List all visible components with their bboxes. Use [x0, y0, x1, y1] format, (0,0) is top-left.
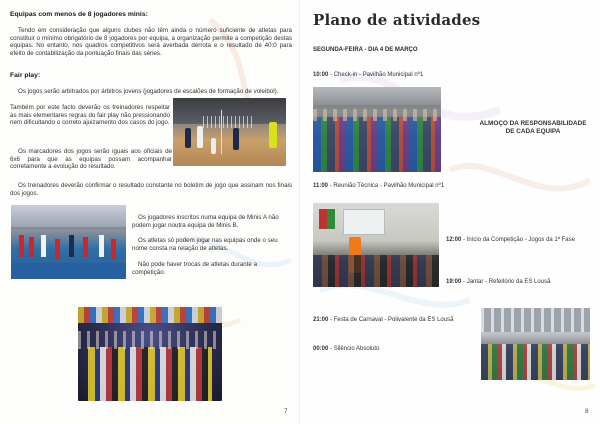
- volleyball-match-photo: [173, 98, 286, 166]
- fair-play-heading: Fair play:: [10, 72, 41, 79]
- schedule-item-silence: 00:00 - Silêncio Absoluto: [313, 346, 380, 352]
- fair-play-paragraph-2: Também por este facto deverão os treinadores respeitar as mais elementares regras do fair play não pressionando nem dificultando o correto ajuizamento dos casos do jogo.: [10, 104, 170, 127]
- schedule-item-competition-start: 12:00 - Início da Competição - Jogos da 1ª Fase: [446, 237, 575, 243]
- plan-title: Plano de atividades: [313, 11, 481, 29]
- rule-athlete-list: Os atletas só podem jogar nas equipas onde o seu nome consta na relação de atletas.: [132, 237, 278, 252]
- fair-play-paragraph-1: Os jogos serão arbitrados por árbitros jovens (jogadores de escalões de formação de voleibol).: [18, 88, 279, 95]
- checkin-crowd-photo: [313, 87, 441, 172]
- minis-heading: Equipas com menos de 8 jogadores minis:: [10, 11, 148, 18]
- page-number-left: 7: [284, 408, 288, 415]
- intro-paragraph: Tendo em consideração que alguns clubes não têm ainda o número suficiente de atletas para constituir o mínimo obrigatório de 8 jogadores por equipa, a organização permite a competição destas equipas. No entanto, nos quadros competitivos será averbada derrota e o resultado de 40:0 para efeito de contabilização da pontuação finais das séries.: [10, 27, 292, 57]
- rule-no-swaps: Não pode haver trocas de atletas durante a competição.: [132, 261, 258, 276]
- teams-gym-photo: [11, 205, 126, 279]
- party-crowd-photo: [78, 307, 222, 401]
- schedule-item-dinner: 19:00 - Jantar - Refeitório da ES Lousã: [446, 279, 551, 285]
- technical-meeting-photo: [313, 203, 439, 287]
- right-page: [300, 0, 600, 424]
- schedule-date: SEGUNDA-FEIRA - DIA 4 DE MARÇO: [313, 47, 418, 53]
- carnival-hall-photo: [481, 308, 590, 380]
- fair-play-paragraph-3: Os marcadores dos jogos serão iguais aos oficiais de 6x6 para que as equipas possam acompanhar corretamente a evolução do resultado.: [10, 148, 172, 171]
- lunch-note: ALMOÇO DA RESPONSABILIDADE DE CADA EQUIPA: [479, 120, 587, 135]
- schedule-item-technical-meeting: 11:00 - Reunião Técnica - Pavilhão Municipal nº1: [313, 183, 445, 189]
- schedule-item-checkin: 10:00 - Check-in - Pavilhão Municipal nº1: [313, 72, 424, 78]
- schedule-item-carnival-party: 21:00 - Festa de Carnaval - Polivalente da ES Lousã: [313, 317, 454, 323]
- fair-play-paragraph-4: Os treinadores deverão confirmar o resultado constante no boletim de jogo que assinam nos finais dos jogos.: [10, 182, 292, 197]
- rule-minis-a-b: Os jogadores inscritos numa equipa de Minis A não podem jogar noutra equipa de Minis B.: [132, 214, 279, 229]
- page-number-right: 8: [585, 408, 589, 415]
